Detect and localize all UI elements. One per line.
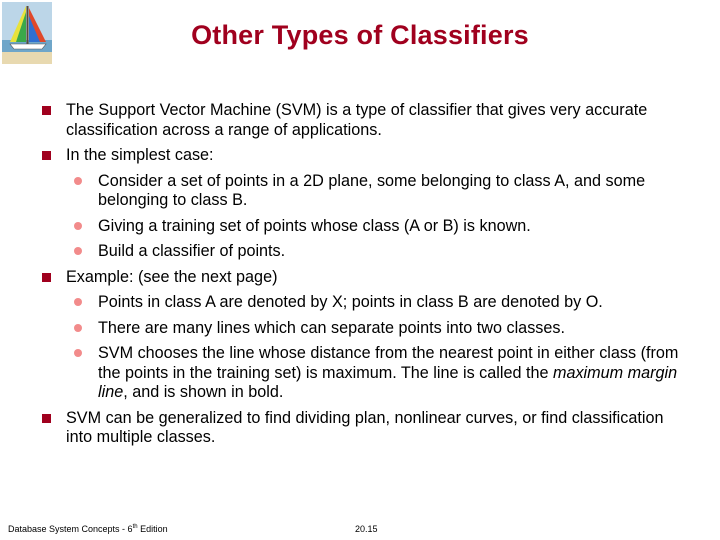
subbullet-2d-points: Consider a set of points in a 2D plane, some belonging to class A, and some belonging to class B.	[40, 172, 680, 211]
square-bullet-icon	[42, 151, 51, 160]
subbullet-training-set: Giving a training set of points whose class (A or B) is known.	[40, 217, 680, 237]
square-bullet-icon	[42, 273, 51, 282]
circle-bullet-icon	[74, 298, 82, 306]
circle-bullet-icon	[74, 222, 82, 230]
square-bullet-icon	[42, 414, 51, 423]
bullet-simplest-case: In the simplest case:	[40, 146, 680, 166]
circle-bullet-icon	[74, 324, 82, 332]
circle-bullet-icon	[74, 247, 82, 255]
subbullet-max-margin: SVM chooses the line whose distance from the nearest point in either class (from the points in the training set) is maximum. The line is called the maximum margin line, and is shown in bold.	[40, 344, 680, 403]
bullet-generalization: SVM can be generalized to find dividing plan, nonlinear curves, or find classification into multiple classes.	[40, 409, 680, 448]
subbullet-many-lines: There are many lines which can separate points into two classes.	[40, 319, 680, 339]
circle-bullet-icon	[74, 349, 82, 357]
bullet-example: Example: (see the next page)	[40, 268, 680, 288]
slide-body	[40, 101, 680, 448]
square-bullet-icon	[42, 106, 51, 115]
bullet-svm-intro: The Support Vector Machine (SVM) is a type of classifier that gives very accurate classification across a range of applications.	[40, 101, 680, 140]
footer-book-title: Database System Concepts - 6th Edition	[8, 524, 168, 534]
circle-bullet-icon	[74, 177, 82, 185]
subbullet-build-classifier: Build a classifier of points.	[40, 242, 680, 262]
subbullet-class-notation: Points in class A are denoted by X; points in class B are denoted by O.	[40, 293, 680, 313]
slide-title: Other Types of Classifiers	[191, 20, 529, 50]
footer-page-number: 20.15	[355, 524, 378, 534]
